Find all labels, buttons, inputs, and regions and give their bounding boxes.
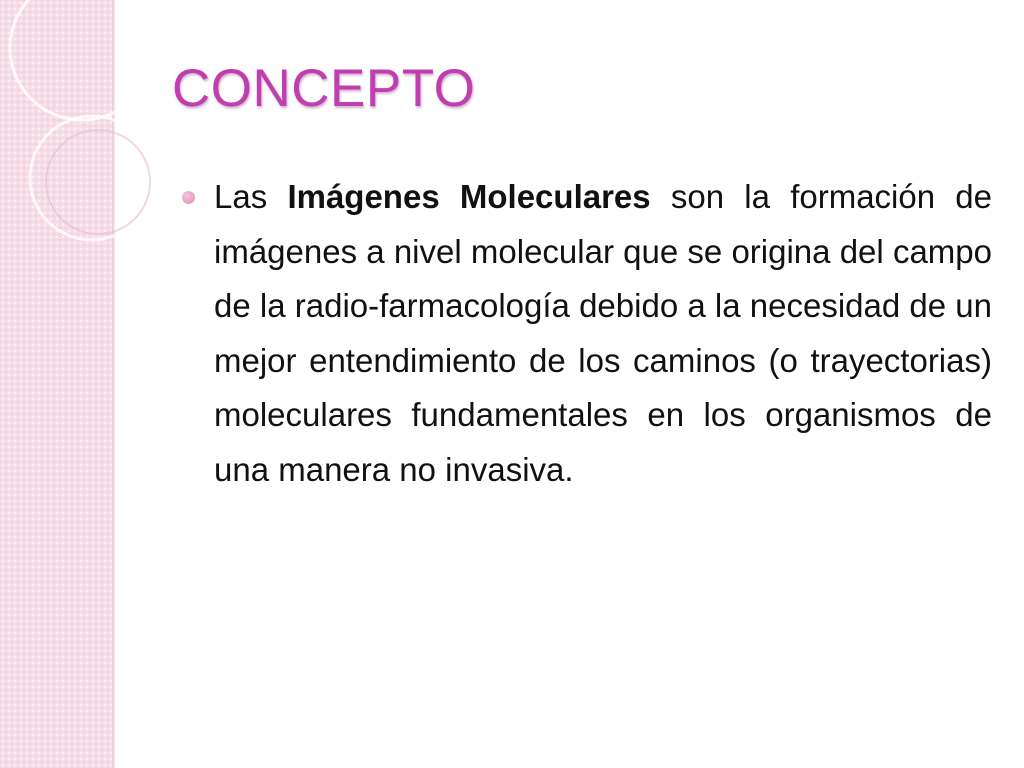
decorative-ring-inner	[46, 130, 150, 234]
bullet-text	[214, 170, 992, 497]
bullet-text-rest: son la formación de imágenes a nivel molecular que se origina del campo de la radio-farmacología debido a la necesidad de un mejor entendimiento de los caminos (o trayectorias) moleculares fundamentales en los organismos de una manera no invasiva.	[214, 178, 993, 488]
decorative-rings	[0, 0, 200, 280]
slide-title: CONCEPTO	[172, 59, 476, 118]
bullet-text-start: Las	[214, 178, 288, 215]
bullet-text-bold: Imágenes Moleculares	[287, 178, 651, 215]
slide-content	[178, 170, 992, 497]
decorative-ring-small	[30, 116, 154, 240]
decorative-ring-large	[10, 0, 154, 120]
bullet-icon	[182, 191, 195, 204]
bullet-item	[178, 170, 992, 497]
